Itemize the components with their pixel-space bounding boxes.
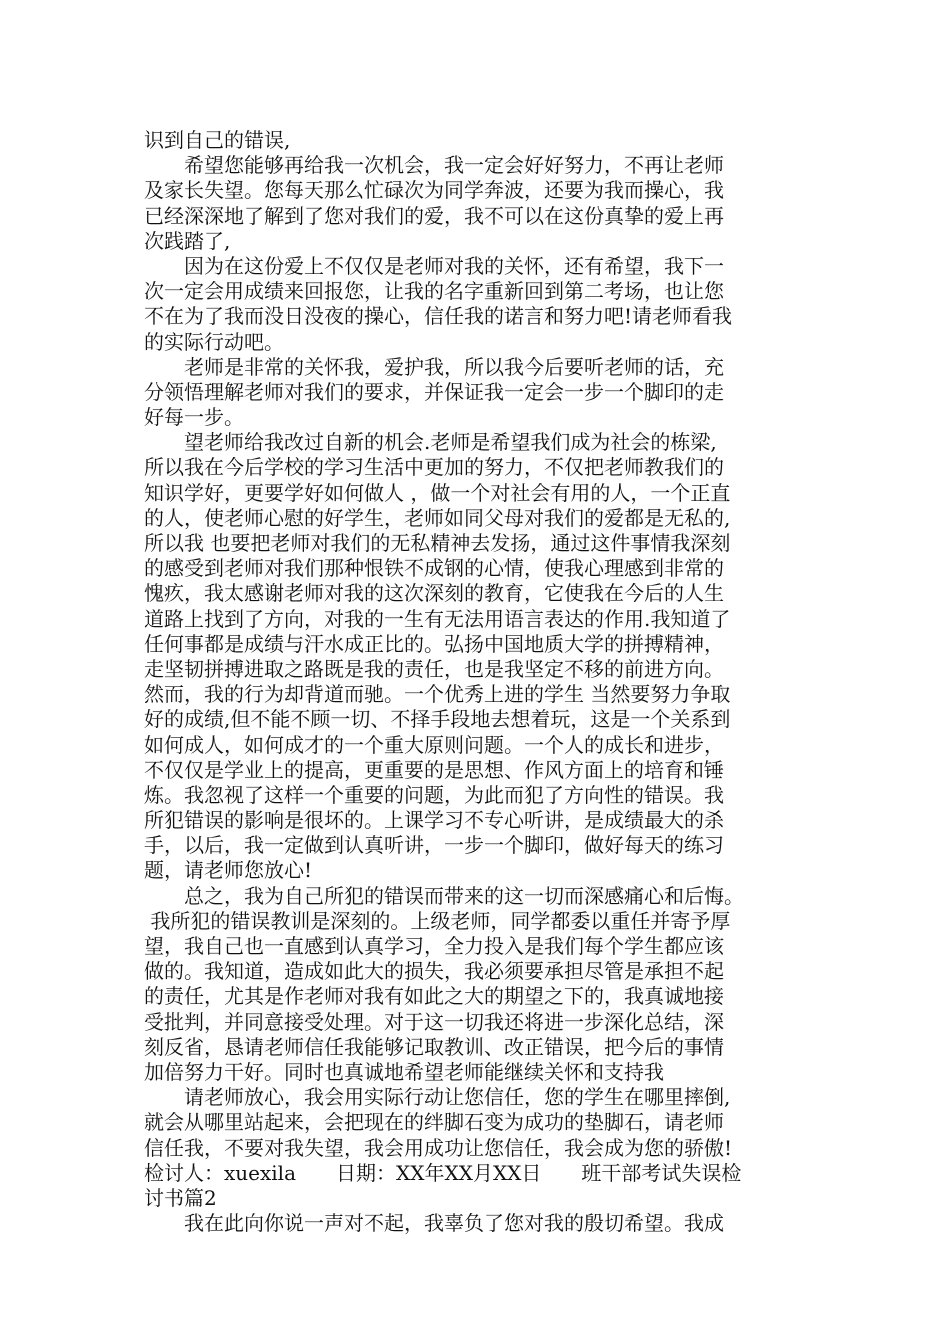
text-line: 检讨人：xuexila 日期：XX年XX月XX日 班干部考试失误检 — [144, 1160, 742, 1185]
text-line: 好的成绩,但不能不顾一切、不择手段地去想着玩，这是一个关系到 — [144, 707, 731, 732]
text-line: 的实际行动吧。 — [144, 329, 284, 354]
text-line: 做的。我知道，造成如此大的损失，我必须要承担尽管是承担不起 — [144, 959, 724, 984]
text-line: 请老师放心，我会用实际行动让您信任，您的学生在哪里摔倒, — [144, 1085, 731, 1110]
text-line: 讨书篇2 — [144, 1185, 217, 1210]
text-line: 手，以后，我一定做到认真听讲，一步一个脚印，做好每天的练习 — [144, 833, 724, 858]
text-line: 望老师给我改过自新的机会.老师是希望我们成为社会的栋梁, — [144, 430, 717, 455]
text-line: 老师是非常的关怀我，爱护我，所以我今后要听老师的话，充 — [144, 354, 724, 379]
text-line: 分领悟理解老师对我们的要求，并保证我一定会一步一个脚印的走 — [144, 379, 724, 404]
document-body — [144, 128, 816, 1236]
text-line: 题，请老师您放心! — [144, 858, 313, 883]
text-line: 走坚韧拼搏进取之路既是我的责任，也是我坚定不移的前进方向。 — [144, 656, 724, 681]
text-line: 我所犯的错误教训是深刻的。上级老师，同学都委以重任并寄予厚 — [144, 908, 731, 933]
text-line: 希望您能够再给我一次机会，我一定会好好努力，不再让老师 — [144, 153, 724, 178]
text-line: 望，我自己也一直感到认真学习，全力投入是我们每个学生都应该 — [144, 934, 724, 958]
text-line: 受批判，并同意接受处理。对于这一切我还将进一步深化总结，深 — [144, 1009, 724, 1034]
text-line: 知识学好，更要学好如何做人 ，做一个对社会有用的人，一个正直 — [144, 480, 731, 505]
text-line: 好每一步。 — [144, 405, 244, 430]
text-line: 所犯错误的影响是很坏的。上课学习不专心听讲，是成绩最大的杀 — [144, 808, 724, 833]
text-line: 所以我 也要把老师对我们的无私精神去发扬，通过这件事情我深刻 — [144, 531, 731, 555]
text-line: 然而，我的行为却背道而驰。一个优秀上进的学生 当然要努力争取 — [144, 682, 731, 707]
text-line: 已经深深地了解到了您对我们的爱，我不可以在这份真挚的爱上再 — [144, 203, 724, 228]
text-line: 识到自己的错误, — [144, 128, 291, 152]
text-line: 道路上找到了方向，对我的一生有无法用语言表达的作用.我知道了 — [144, 606, 731, 631]
text-line: 次一定会用成绩来回报您，让我的名字重新回到第二考场，也让您 — [144, 279, 724, 304]
text-line: 我在此向你说一声对不起，我辜负了您对我的殷切希望。我成 — [144, 1211, 724, 1236]
text-line: 的责任，尤其是作老师对我有如此之大的期望之下的，我真诚地接 — [144, 984, 724, 1009]
text-line: 愧疚，我太感谢老师对我的这次深刻的教育，它使我在今后的人生 — [144, 581, 724, 606]
text-line: 因为在这份爱上不仅仅是老师对我的关怀，还有希望，我下一 — [144, 253, 724, 278]
text-line: 及家长失望。您每天那么忙碌次为同学奔波，还要为我而操心，我 — [144, 178, 724, 203]
text-line: 次践踏了, — [144, 228, 231, 253]
text-line: 总之，我为自己所犯的错误而带来的这一切而深感痛心和后悔。 — [144, 883, 744, 908]
text-line: 信任我，不要对我失望，我会用成功让您信任，我会成为您的骄傲! — [144, 1135, 733, 1160]
text-line: 的感受到老师对我们那种恨铁不成钢的心情，使我心理感到非常的 — [144, 556, 724, 581]
text-line: 的人，使老师心慰的好学生，老师如同父母对我们的爱都是无私的, — [144, 505, 731, 530]
text-line: 如何成人，如何成才的一个重大原则问题。一个人的成长和进步， — [144, 732, 724, 757]
text-line: 就会从哪里站起来，会把现在的绊脚石变为成功的垫脚石，请老师 — [144, 1110, 724, 1135]
text-line: 所以我在今后学校的学习生活中更加的努力，不仅把老师教我们的 — [144, 455, 724, 480]
text-line: 不仅仅是学业上的提高，更重要的是思想、作风方面上的培育和锤 — [144, 757, 724, 782]
text-line: 任何事都是成绩与汗水成正比的。弘扬中国地质大学的拼搏精神， — [144, 631, 724, 656]
text-line: 炼。我忽视了这样一个重要的问题，为此而犯了方向性的错误。我 — [144, 782, 724, 807]
text-line: 刻反省，恳请老师信任我能够记取教训、改正错误，把今后的事情 — [144, 1034, 724, 1059]
text-line: 不在为了我而没日没夜的操心，信任我的诺言和努力吧!请老师看我 — [144, 304, 733, 329]
text-line: 加倍努力干好。同时也真诚地希望老师能继续关怀和支持我 — [144, 1059, 664, 1084]
